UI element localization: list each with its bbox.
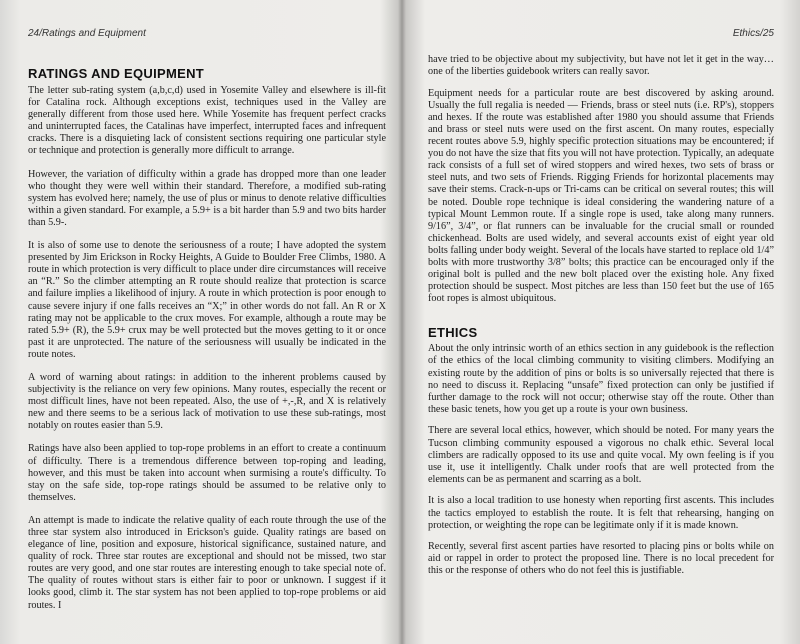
paragraph: It is also of some use to denote the seriousness of a route; I have adopted the system presented by Jim Erickson in Rocky Heights, A Guide to Boulder Free Climbs, 1980. A route in which protection is very difficult to place under dire circumstances will receive an “R.” So the climber attempting an R route should realize that protection is scarce and failure implies a likelihood of injury. A route in which protection is poor enough to cause severe injury if one falls receives an “X;” in other words do not fall. An R or X rating may not be applicable to the crux moves. For example, although a route may be rated 5.9+ (R), the 5.9+ crux may be well protected but the moves getting to it or once past it are unprotected. The nature of the seriousness will usually be indicated in the route notes. bbox=[28, 240, 386, 360]
paragraph: Ratings have also been applied to top-rope problems in an effort to create a continuum of difficulty. There is a tremendous difference between top-roping and leading, however, and this must be taken into account when surmising a route's difficulty. To stay on the safe side, top-rope ratings should be assumed to be relative only to themselves. bbox=[28, 443, 386, 503]
right-page bbox=[404, 0, 800, 644]
paragraph: About the only intrinsic worth of an ethics section in any guidebook is the reflection of the ethics of the local climbing community to visiting climbers. Modifying an existing route by the addition of pins or bolts is so universally rejected that there is no need to discuss it. Replacing “unsafe” fixed protection can only be justified if further damage to the rock will not occur; otherwise stay off the route. Other than these basic tenets, how you get up a route is your own business. bbox=[428, 343, 774, 415]
paragraph: The letter sub-rating system (a,b,c,d) used in Yosemite Valley and elsewhere is ill-fit for Catalina rock. Although exceptions exist, techniques used in the Valley are generally different from those used here. While Yosemite has frequent perfect cracks and uninterrupted faces, the Catalinas have imperfect, interrupted faces and infrequent cracks. There is a disquieting lack of consistent sections requiring one particular style or technique and protection is generally more difficult to arrange. bbox=[28, 85, 386, 157]
paragraph: A word of warning about ratings: in addition to the inherent problems caused by subjectivity is the reliance on very few opinions. Many routes, especially the recent or most difficult lines, have not been repeated. Also, the use of +,-,R, and X is relatively new and there seems to be a serious lack of motivation to use these sub-ratings, most notably on routes easier than 5.9. bbox=[28, 371, 386, 432]
paragraph: An attempt is made to indicate the relative quality of each route through the use of the three star system also introduced in Erickson's guide. Quality ratings are based on elegance of line, position and exposure, historical significance, sustained nature, and quality of rock. Three star routes are exceptional and should not be missed, two star routes are very good, and one star routes are interesting enough to take special note of. The quality of routes without stars is either fair to poor or unknown. I suggest if it looks good, climb it. The star system has not been applied to top-rope problems or aid routes. I bbox=[28, 514, 386, 611]
section-heading-ethics: ETHICS bbox=[428, 325, 478, 341]
section-heading-ratings: RATINGS AND EQUIPMENT bbox=[28, 66, 205, 81]
paragraph: There are several local ethics, however, which should be noted. For many years the Tucson climbing community espoused a vigorous no chalk ethic. Several local climbers are radically opposed to its use and quite vocal. My own feeling is if you use it, use it intelligently. Chalk under roofs that are well protected from the elements can be as permanent and scarring as a bolt. bbox=[428, 425, 774, 485]
paragraph: Recently, several first ascent parties have resorted to placing pins or bolts while on aid or rappel in order to protect the proposed line. There is no local precedent for this or the response of others who do not feel this is justifiable. bbox=[428, 541, 774, 577]
running-head-right: Ethics/25 bbox=[732, 28, 774, 39]
running-head-left: 24/Ratings and Equipment bbox=[28, 28, 146, 39]
paragraph: It is also a local tradition to use honesty when reporting first ascents. This includes the tactics employed to establish the route. It is felt that rehearsing, hanging on protection, or weighting the rope can be legitimate only if it is made known. bbox=[428, 495, 774, 531]
paragraph: Equipment needs for a particular route are best discovered by asking around. Usually the full regalia is needed — Friends, brass or steel nuts (i.e. RP's), stoppers and hexes. If the route was established after 1980 you should assume that Friends and brass or steel nuts were used on the first ascent. On many routes, especially recent routes above 5.9, highly specific protection situations may be encountered; if you do not have the size that fits you will not have protection. Typically, an adequate rack consists of a full set of wired stoppers and wired hexes, two sets of brass or steel nuts, and two sets of Friends. Rigging Friends for horizontal placements may save their stems. Crack-n-ups or Tri-cams can be critical on several routes; this will be noted. Double rope technique is ideal considering the wandering nature of a typical Mount Lemmon route. If a single rope is used, take along many runners. 9/16”, 3/4”, or flat runners can be invaluable for the crucial small or rounded chickenhead. Bolts are used widely, and several accounts exist of eight year old bolts falling under body weight. Several of the locals have started to replace old 1/4” bolts with more trustworthy 3/8” bolts; this practice can be encouraged only if the original bolt is pulled and the new bolt placed over the existing hole. Any fixed protection should be suspect. Most pitches are less than 150 feet but the use of 165 foot ropes is almost ubiquitous. bbox=[428, 87, 774, 305]
paragraph: However, the variation of difficulty within a grade has dropped more than one leader who thought they were well within their standard. Therefore, a modified sub-rating system has evolved here; namely, the use of plus or minus to denote relative difficulties within a given standard. For example, a 5.9+ is a bit harder than 5.9 and two bits harder than 5.9-. bbox=[28, 168, 386, 228]
paragraph: have tried to be objective about my subjectivity, but have not let it get in the way… one of the liberties guidebook writers can really savor. bbox=[428, 54, 774, 78]
